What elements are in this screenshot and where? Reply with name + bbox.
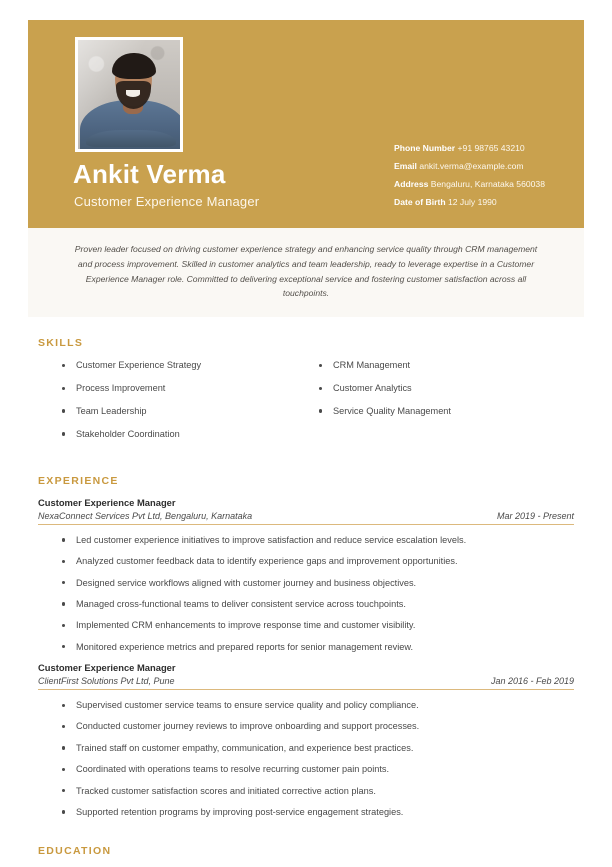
contact-row-address bbox=[394, 180, 584, 189]
list-item: Team Leadership bbox=[60, 405, 317, 417]
page-title: Ankit Verma bbox=[73, 159, 226, 189]
list-item: Service Quality Management bbox=[317, 405, 574, 417]
list-item: Supported retention programs by improving post-service engagement strategies. bbox=[60, 806, 574, 819]
skills-section bbox=[28, 337, 584, 857]
experience-role: Customer Experience Manager bbox=[38, 662, 176, 674]
contact-value-email: ankit.verma@example.com bbox=[419, 160, 524, 171]
list-item: Trained staff on customer empathy, communication, and experience best practices. bbox=[60, 742, 574, 755]
list-item: Conducted customer journey reviews to improve onboarding and support processes. bbox=[60, 720, 574, 733]
skills-columns bbox=[38, 359, 574, 451]
contact-label-email: Email bbox=[394, 160, 417, 171]
contact-label-address: Address bbox=[394, 178, 429, 189]
experience-entry-2 bbox=[38, 662, 574, 819]
list-item: Designed service workflows aligned with customer journey and business objectives. bbox=[60, 577, 574, 590]
contact-row-dob bbox=[394, 198, 584, 207]
experience-dates: Mar 2019 - Present bbox=[496, 510, 574, 521]
list-item: Supervised customer service teams to ensure service quality and policy compliance. bbox=[60, 699, 574, 712]
experience-meta bbox=[38, 676, 574, 690]
experience-company: ClientFirst Solutions Pvt Ltd, Pune bbox=[38, 676, 175, 687]
section-heading-education: EDUCATION bbox=[38, 844, 112, 857]
list-item: Monitored experience metrics and prepared reports for senior management review. bbox=[60, 641, 574, 654]
experience-dates: Jan 2016 - Feb 2019 bbox=[490, 676, 574, 687]
list-item: Coordinated with operations teams to resolve recurring customer pain points. bbox=[60, 763, 574, 776]
resume-content bbox=[28, 20, 584, 867]
contact-row-email bbox=[394, 162, 584, 171]
list-item: Process Improvement bbox=[60, 382, 317, 394]
list-item: Tracked customer satisfaction scores and initiated corrective action plans. bbox=[60, 785, 574, 798]
contact-value-phone: +91 98765 43210 bbox=[457, 143, 525, 153]
experience-entry-1 bbox=[38, 497, 574, 654]
experience-role: Customer Experience Manager bbox=[38, 496, 176, 508]
contact-details bbox=[394, 144, 584, 216]
contact-value-dob: 12 July 1990 bbox=[447, 196, 497, 207]
list-item: Analyzed customer feedback data to identify experience gaps and improvement opportunities. bbox=[60, 555, 574, 568]
skills-column-right bbox=[317, 359, 574, 451]
experience-meta bbox=[38, 511, 574, 525]
list-item: Customer Analytics bbox=[317, 382, 574, 394]
experience-bullets bbox=[38, 534, 574, 654]
contact-row-phone bbox=[394, 144, 584, 153]
list-item: Stakeholder Coordination bbox=[60, 428, 317, 440]
contact-label-phone: Phone Number bbox=[394, 143, 456, 153]
experience-bullets bbox=[38, 699, 574, 819]
contact-label-dob: Date of Birth bbox=[394, 196, 446, 207]
list-item: Implemented CRM enhancements to improve response time and customer visibility. bbox=[60, 619, 574, 632]
portrait-photo-icon bbox=[78, 40, 180, 149]
skills-column-left bbox=[60, 359, 317, 451]
list-item: Managed cross-functional teams to deliver consistent service across touchpoints. bbox=[60, 598, 574, 611]
list-item: Led customer experience initiatives to improve satisfaction and reduce service escalation levels. bbox=[60, 534, 574, 547]
section-heading-experience: EXPERIENCE bbox=[38, 474, 119, 487]
list-item: CRM Management bbox=[317, 359, 574, 371]
header-job-title: Customer Experience Manager bbox=[74, 194, 260, 209]
contact-value-address: Bengaluru, Karnataka 560038 bbox=[430, 178, 545, 189]
experience-company: NexaConnect Services Pvt Ltd, Bengaluru, Karnataka bbox=[38, 510, 253, 521]
professional-summary: Proven leader focused on driving customer experience strategy and enhancing service quality through CRM management and process improvement. Skilled in customer analytics and team leadership, ready to leverage expertise in a Customer Experience Manager role. Committed to delivering exceptional service and fostering customer satisfaction across all touchpoints. bbox=[28, 228, 584, 317]
section-heading-skills: SKILLS bbox=[38, 337, 84, 350]
list-item: Customer Experience Strategy bbox=[60, 359, 317, 371]
avatar bbox=[75, 37, 183, 152]
resume-header bbox=[28, 20, 584, 228]
